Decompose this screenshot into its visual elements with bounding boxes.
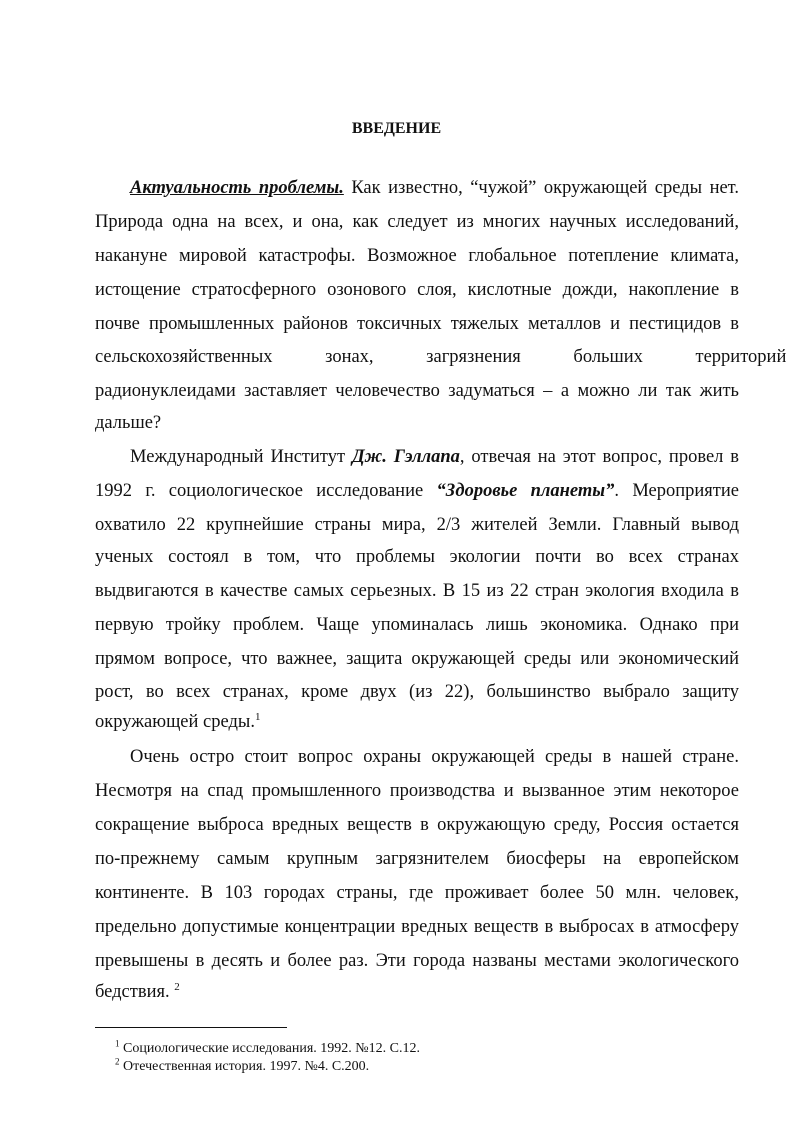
paragraph-2-line-4: ученых состоял в том, что проблемы экологии почти во всех странах [95,547,739,567]
paragraph-1-line-1: Актуальность проблемы. Как известно, “чужой” окружающей среды нет. [130,178,740,198]
lead-heading: Актуальность проблемы. [130,178,344,198]
paragraph-1-line-6: сельскохозяйственных зонах, загрязнения больших территорий [95,347,787,367]
paragraph-3-line-7: превышены в десять и более раз. Эти города названы местами экологического [95,951,739,971]
paragraph-3-line-5: континенте. В 103 городах страны, где проживает более 50 млн. человек, [95,883,739,903]
paragraph-2-line-6: первую тройку проблем. Чаще упоминалась лишь экономика. Однако при [95,615,739,635]
footnote-1: $^1$ Социологические исследования. 1992. №12. С.12. [115,1038,421,1056]
paragraph-1-line-8: дальше? [95,413,162,433]
paragraph-1-line-2: Природа одна на всех, и она, как следует из многих научных исследований, [95,212,739,232]
gallup-name: Дж. Гэллапа [351,447,460,467]
paragraph-2-line-3: охватило 22 крупнейшие страны мира, 2/3 жителей Земли. Главный вывод [95,515,739,535]
paragraph-1-line-7: радионуклеидами заставляет человечество задуматься – а можно ли так жить [95,381,739,401]
paragraph-3-line-8: бедствия. $^2$ [95,980,180,1002]
study-title: “Здоровье планеты” [436,481,615,501]
paragraph-2-line-8: рост, во всех странах, кроме двух (из 22), большинство выбрало защиту [95,682,739,702]
footnote-ref-1: 1 [254,710,261,723]
paragraph-3-line-3: сокращение выброса вредных веществ в окружающую среду, Россия остается [95,815,739,835]
footnote-2: $^2$ Отечественная история. 1997. №4. С.200. [115,1056,370,1074]
paragraph-2-line-2: 1992 г. социологическое исследование “Здоровье планеты”. Мероприятие [95,481,739,501]
paragraph-1-line-4: истощение стратосферного озонового слоя, кислотные дожди, накопление в [95,280,739,300]
paragraph-2-line-1: Международный Институт Дж. Гэллапа, отвечая на этот вопрос, провел в [130,447,739,467]
paragraph-2-line-7: прямом вопросе, что важнее, защита окружающей среды или экономический [95,649,739,669]
paragraph-1-line-5: почве промышленных районов токсичных тяжелых металлов и пестицидов в [95,314,739,334]
paragraph-1-line-3: накануне мировой катастрофы. Возможное глобальное потепление климата, [95,246,739,266]
paragraph-3-line-1: Очень остро стоит вопрос охраны окружающей среды в нашей стране. [130,747,739,767]
paragraph-2-line-9: окружающей среды.$^1$ [95,710,261,732]
footnote-divider [95,1027,287,1028]
paragraph-3-line-6: предельно допустимые концентрации вредных веществ в выбросах в атмосферу [95,917,739,937]
paragraph-3-line-2: Несмотря на спад промышленного производства и вызванное этим некоторое [95,781,739,801]
footnote-ref-2: 2 [174,980,180,993]
paragraph-2-line-5: выдвигаются в качестве самых серьезных. В 15 из 22 стран экология входила в [95,581,739,601]
paragraph-3-line-4: по-прежнему самым крупным загрязнителем биосферы на европейском [95,849,739,869]
page-title: ВВЕДЕНИЕ [351,120,442,137]
